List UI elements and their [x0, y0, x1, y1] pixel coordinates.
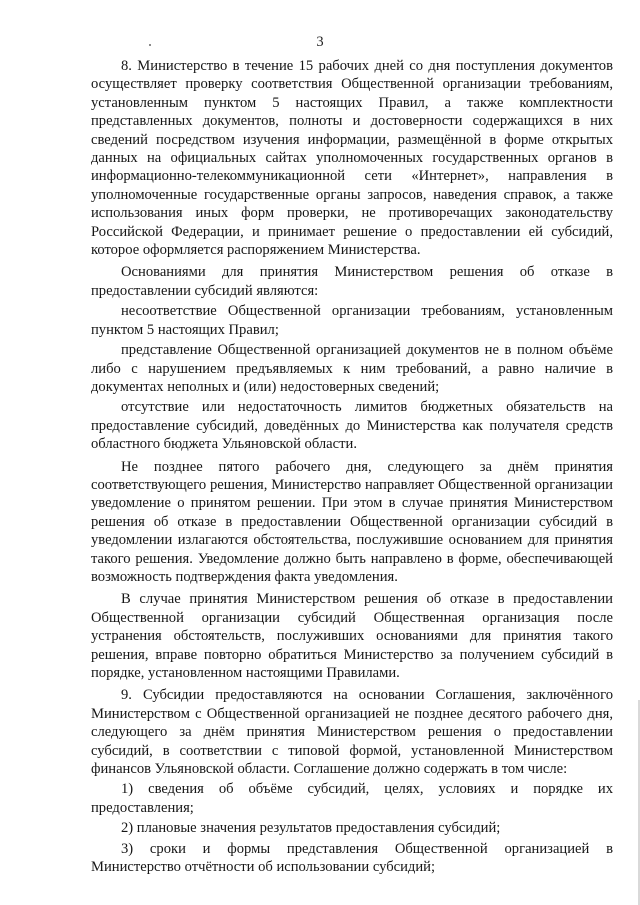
paragraph-ground-1: несоответствие Общественной организации требованиям, установленным пунктом 5 настоящих Правил;: [91, 303, 613, 338]
paragraph-subitem-1: 1) сведения об объёме субсидий, целях, условиях и порядке их предоставления;: [91, 781, 613, 816]
paragraph-subitem-2: 2) плановые значения результатов предоставления субсидий;: [121, 820, 501, 837]
paragraph-ground-2: представление Общественной организацией документов не в полном объёме либо с нарушением предъявляемых к ним требований, а равно наличие в документах неполных и (или) недостоверных сведений;: [91, 342, 613, 395]
paragraph-item-9: 9. Субсидии предоставляются на основании Соглашения, заключённого Министерством с Общественной организацией не позднее десятого рабочего дня, следующего за днём принятия Министерством решения о предоставлении субсидий, в соответствии с типовой формой, установленной Министерством финансов Ульяновской области. Соглашение должно содержать в том числе:: [91, 687, 613, 778]
paragraph-item-8: 8. Министерство в течение 15 рабочих дней со дня поступления документов осуществляет проверку соответствия Общественной организации требованиям, установленным пунктом 5 настоящих Правил, а также комплектности представленных документов, полноты и достоверности содержащихся в них сведений посредством изучения информации, размещённой в форме открытых данных на официальных сайтах уполномоченных государственных органов в информационно-телекоммуникационной сети «Интернет», направления в уполномоченные государственные органы запросов, наведения справок, а также использования иных форм проверки, не противоречащих законодательству Российской Федерации, и принимает решение о предоставлении ей субсидий, которое оформляется распоряжением Министерства.: [91, 58, 613, 259]
paragraph-notification: Не позднее пятого рабочего дня, следующего за днём принятия соответствующего решения, Министерство направляет Общественной организации уведомление о принятом решении. При этом в случае принятия Министерством решения об отказе в предоставлении Общественной организации субсидий в уведомлении излагаются обстоятельства, послужившие основанием для принятия такого решения. Уведомление должно быть направлено в форме, обеспечивающей возможность подтверждения факта уведомления.: [91, 458, 613, 585]
paragraph-subitem-3: 3) сроки и формы представления Общественной организацией в Министерство отчётности об использовании субсидий;: [91, 840, 613, 876]
paragraph-ground-3: отсутствие или недостаточность лимитов бюджетных обязательств на предоставление субсидий, доведённых до Министерства как получателя средств областного бюджета Ульяновской области.: [91, 399, 613, 453]
page-number: 3: [316, 34, 324, 50]
paragraph-refusal-grounds: Основаниями для принятия Министерством решения об отказе в предоставлении субсидий являются:: [91, 264, 613, 299]
paragraph-reapply: В случае принятия Министерством решения об отказе в предоставлении Общественной организации субсидий Общественная организация после устранения обстоятельств, послуживших основаниями для принятия такого решения, вправе повторно обратиться Министерство за получением субсидий в порядке, установленном настоящими Правилами.: [91, 591, 613, 681]
document-body: [91, 57, 613, 878]
